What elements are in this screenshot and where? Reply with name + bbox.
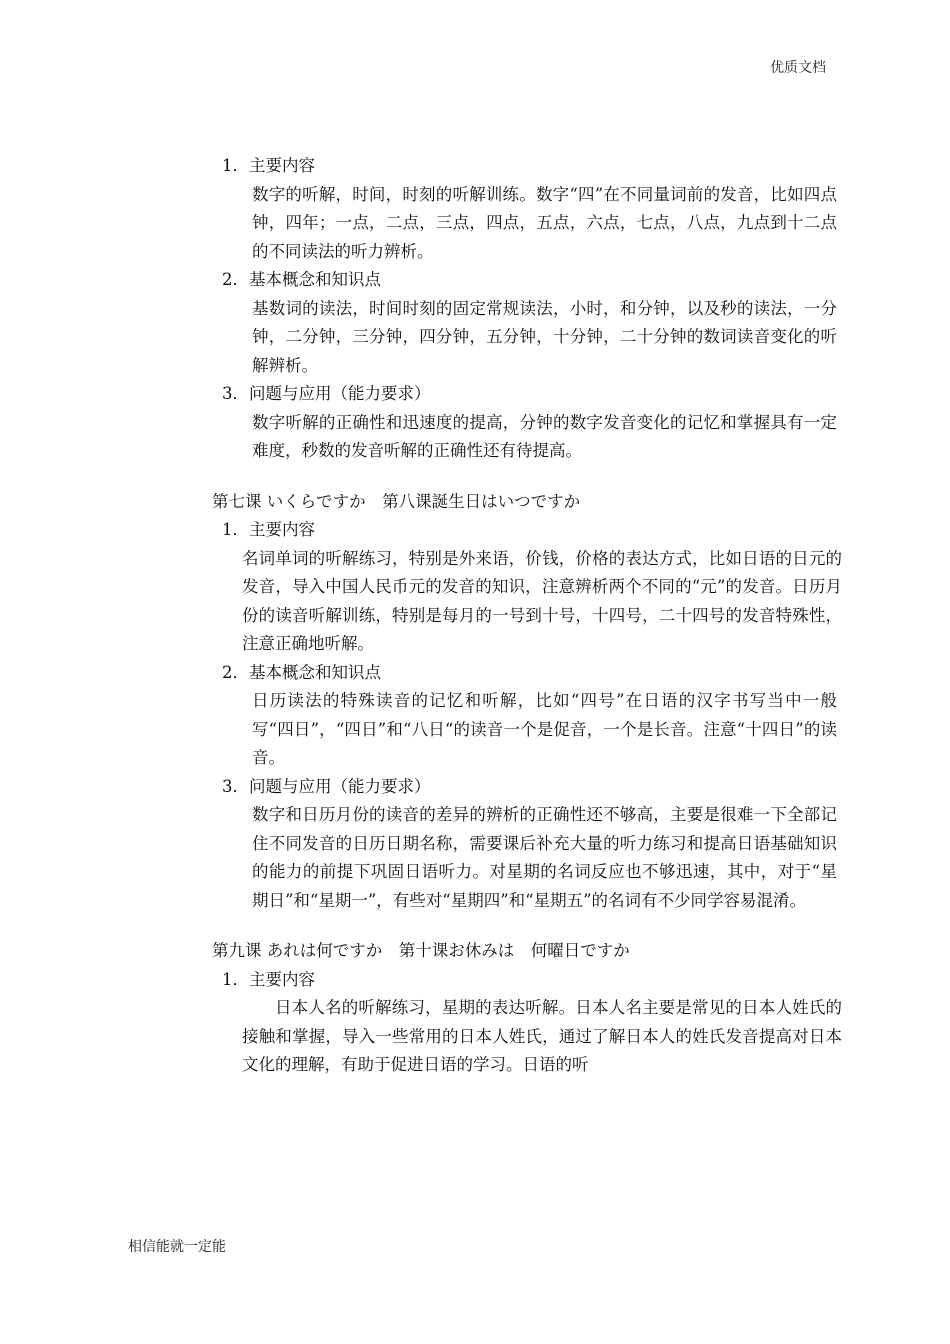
header-text: 优质文档 xyxy=(770,60,826,76)
item-title: 1．主要内容 xyxy=(222,156,315,175)
lesson-title: 第九课 あれは何ですか 第十课お休みは 何曜日ですか xyxy=(212,941,630,960)
item-text: 名词单词的听解练习，特别是外来语，价钱，价格的表达方式，比如日语的日元的发音，导入中国人民币元的发音的知识，注意辨析两个不同的“元”的发音。日历月份的读音听解训练，特别是每月的一号到十号，十四号，二十四号的发音特殊性，注意正确地听解。 xyxy=(242,548,842,653)
item-title: 3．问题与应用（能力要求） xyxy=(222,776,431,796)
document-body xyxy=(212,152,842,1080)
item-text: 数字的听解，时间，时刻的听解训练。数字“四”在不同量词前的发音，比如四点钟，四年；一点，二点，三点，四点，五点，六点，七点，八点，九点到十二点的不同读法的听力辨析。 xyxy=(252,184,837,261)
item-text: 基数词的读法，时间时刻的固定常规读法，小时，和分钟，以及秒的读法，一分钟，二分钟，三分钟，四分钟，五分钟，十分钟，二十分钟的数词读音变化的听解辨析。 xyxy=(252,298,837,375)
section-1 xyxy=(212,488,842,916)
lesson-title: 第七课 いくらですか 第八课誕生日はいつですか xyxy=(212,491,581,511)
item-title: 2．基本概念和知识点 xyxy=(222,270,381,289)
footer-text: 相信能就一定能 xyxy=(128,1239,226,1255)
item-title: 1．主要内容 xyxy=(222,520,315,539)
item-title: 3．问题与应用（能力要求） xyxy=(222,384,431,403)
section-2 xyxy=(212,937,842,1080)
item-title: 1．主要内容 xyxy=(222,969,315,989)
item-text: 数字听解的正确性和迅速度的提高，分钟的数字发音变化的记忆和掌握具有一定难度，秒数的发音听解的正确性还有待提高。 xyxy=(252,412,837,460)
item-text: 日本人名的听解练习，星期的表达听解。日本人名主要是常见的日本人姓氏的接触和掌握，导入一些常用的日本人姓氏，通过了解日本人的姓氏发音提高对日本文化的理解，有助于促进日语的学习。日语的听 xyxy=(242,998,842,1074)
item-text: 日历读法的特殊读音的记忆和听解，比如“四号”在日语的汉字书写当中一般写“四日”，“四日”和“八日“的读音一个是促音，一个是长音。注意“十四日”的读音。 xyxy=(252,691,837,767)
section-0 xyxy=(212,152,842,466)
item-title: 2．基本概念和知识点 xyxy=(222,662,381,682)
item-text: 数字和日历月份的读音的差异的辨析的正确性还不够高，主要是很难一下全部记住不同发音的日历日期名称，需要课后补充大量的听力练习和提高日语基础知识的能力的前提下巩固日语听力。对星期的名词反应也不够迅速，其中，对于“星期日”和“星期一”，有些对“星期四”和“星期五”的名词有不少同学容易混淆。 xyxy=(252,805,837,910)
